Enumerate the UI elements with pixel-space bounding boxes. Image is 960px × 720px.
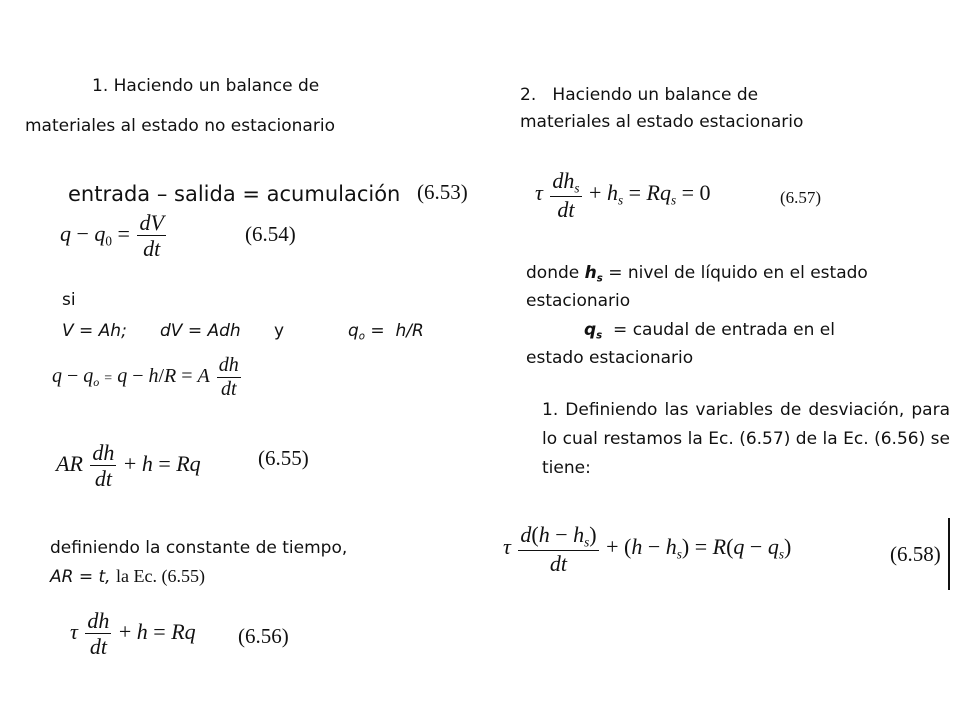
balance-statement: entrada – salida = acumulación bbox=[68, 182, 401, 206]
left-heading-line1: 1. Haciendo un balance de bbox=[92, 76, 320, 96]
right-heading-line2: materiales al estado estacionario bbox=[520, 112, 804, 132]
edge-line bbox=[948, 518, 950, 590]
si-label: si bbox=[62, 290, 76, 310]
equation-number-6-53: (6.53) bbox=[417, 180, 468, 204]
definition-connector: y bbox=[274, 321, 285, 341]
equation-6-55: AR $\frac{dh}{dt}$ + h = Rq bbox=[56, 440, 201, 492]
left-heading-line2: materiales al estado no estacionario bbox=[25, 116, 335, 136]
definition-qo: $q_o = h/R$ bbox=[348, 321, 424, 343]
equation-number-6-58: (6.58) bbox=[890, 542, 941, 566]
qs-definition: $q_s$ = caudal de entrada en el bbox=[584, 320, 835, 342]
equation-6-57: τ $\frac{dh_s}{dt}$ + $h_s = Rq_s = 0$ bbox=[535, 168, 711, 222]
qs-definition-line2: estado estacionario bbox=[526, 348, 694, 368]
equation-number-6-55: (6.55) bbox=[258, 446, 309, 470]
equation-number-6-56: (6.56) bbox=[238, 624, 289, 648]
definition-dv: dV = Adh bbox=[160, 321, 241, 341]
right-heading-line1: 2. Haciendo un balance de bbox=[520, 85, 759, 105]
deviation-variables-paragraph: 1. Definiendo las variables de desviación, para lo cual restamos la Ec. (6.57) de la Ec. (6.56) se tiene: bbox=[542, 400, 950, 478]
hs-definition: donde $h_s$ = nivel de líquido en el estado bbox=[526, 263, 868, 285]
equation-number-6-54: (6.54) bbox=[245, 222, 296, 246]
equation-substitution: $q - q_o = q - h/R = A$ $\frac{dh}{dt}$ bbox=[52, 354, 239, 400]
time-constant-line1: definiendo la constante de tiempo, bbox=[50, 538, 348, 558]
definition-volume: V = Ah; bbox=[62, 321, 127, 341]
hs-definition-line2: estacionario bbox=[526, 291, 631, 311]
equation-6-58: τ $\frac{d(h - h_s)}{dt}$ + $(h - h_s) = R(q - q_s)$ bbox=[503, 522, 792, 576]
equation-6-56: τ $\frac{dh}{dt}$ + h = Rq bbox=[70, 608, 196, 660]
equation-number-6-57: (6.57) bbox=[780, 188, 822, 207]
time-constant-line2: AR = t, la Ec. (6.55) bbox=[50, 566, 205, 587]
equation-6-54: $q - q_0$ = $\frac{dV}{dt}$ bbox=[60, 210, 164, 262]
